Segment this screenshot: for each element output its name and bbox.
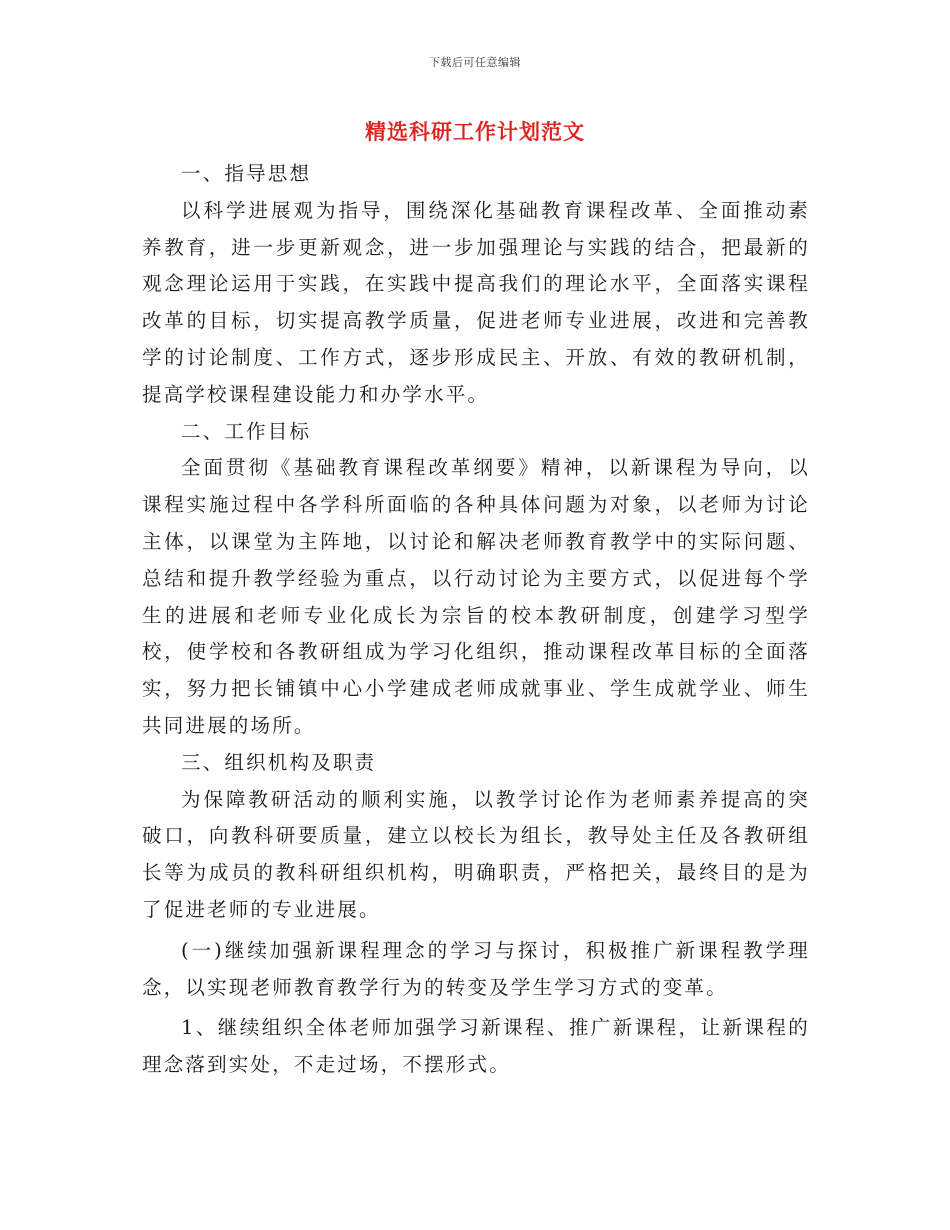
- section-heading-guiding-ideology: 一、指导思想: [181, 162, 312, 185]
- document-body: [142, 156, 810, 1084]
- paragraph-guiding-ideology: 以科学进展观为指导，围绕深化基础教育课程改革、全面推动素养教育，进一步更新观念，进一步加强理论与实践的结合，把最新的观念理论运用于实践，在实践中提高我们的理论水平，全面落实课程改革的目标，切实提高教学质量，促进老师专业进展，改进和完善教学的讨论制度、工作方式，逐步形成民主、开放、有效的教研机制，提高学校课程建设能力和办学水平。: [142, 198, 810, 406]
- header-note: 下载后可任意编辑: [429, 56, 521, 69]
- document-title: 精选科研工作计划范文: [365, 119, 585, 144]
- section-heading-work-goals: 二、工作目标: [181, 419, 312, 443]
- paragraph-work-goals: 全面贯彻《基础教育课程改革纲要》精神，以新课程为导向，以课程实施过程中各学科所面临的各种具体问题为对象，以老师为讨论主体，以课堂为主阵地，以讨论和解决老师教育教学中的实际问题、总结和提升教学经验为重点，以行动讨论为主要方式，以促进每个学生的进展和老师专业化成长为宗旨的校本教研制度，创建学习型学校，使学校和各教研组成为学习化组织，推动课程改革目标的全面落实，努力把长铺镇中心小学建成老师成就事业、学生成就学业、师生共同进展的场所。: [142, 456, 810, 737]
- paragraph-item-1: 1、继续组织全体老师加强学习新课程、推广新课程，让新课程的理念落到实处，不走过场，不摆形式。: [142, 1016, 810, 1077]
- paragraph-item-one: (一)继续加强新课程理念的学习与探讨，积极推广新课程教学理念，以实现老师教育教学行为的转变及学生学习方式的变革。: [142, 938, 810, 999]
- section-heading-organization: 三、组织机构及职责: [181, 750, 377, 774]
- paragraph-organization: 为保障教研活动的顺利实施，以教学讨论作为老师素养提高的突破口，向教科研要质量，建立以校长为组长，教导处主任及各教研组长等为成员的教科研组织机构，明确职责，严格把关，最终目的是为了促进老师的专业进展。: [142, 787, 810, 921]
